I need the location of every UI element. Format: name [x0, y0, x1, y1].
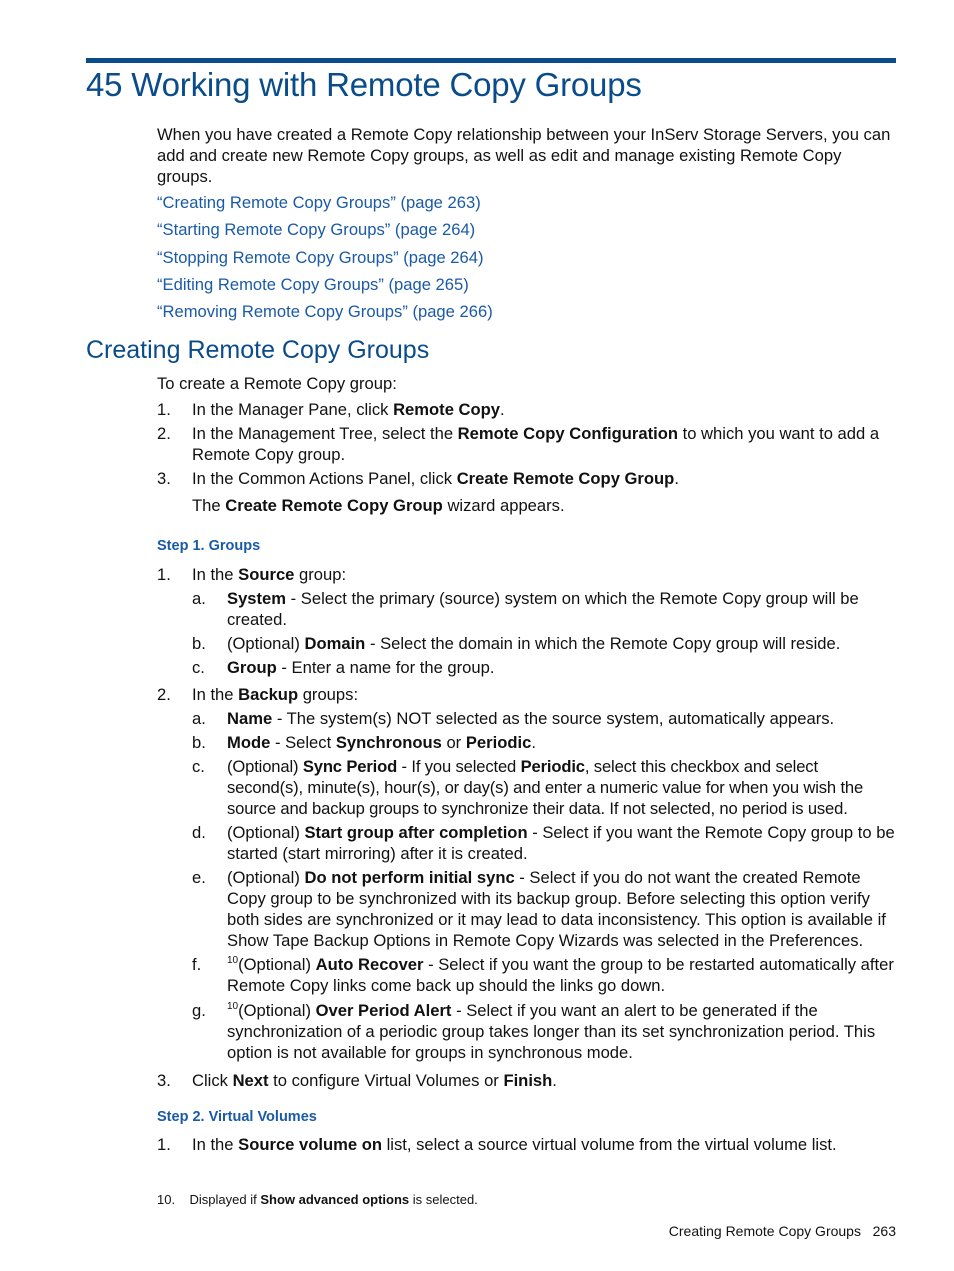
step-text: In the Manager Pane, click Remote Copy. [192, 400, 505, 419]
list-number: 1. [157, 1135, 171, 1154]
list-item: In the Source group: [192, 565, 347, 584]
step-text: In the Common Actions Panel, click Create Remote Copy Group. [192, 469, 679, 488]
sub-item: $^{10}$(Optional) Auto Recover - Select if you want the group to be restarted automatically after Remote Copy links come back up should the links go down. [227, 955, 894, 995]
list-number: 3. [157, 1071, 171, 1090]
footnote-ref[interactable]: 10 [227, 955, 239, 966]
step2-heading: Step 2. Virtual Volumes [157, 1109, 317, 1125]
list-item: In the Backup groups: [192, 685, 359, 704]
sub-letter: g. [192, 1001, 206, 1020]
step-number: 3. [157, 469, 171, 488]
sub-letter: e. [192, 868, 206, 887]
wizard-note: The Create Remote Copy Group wizard appears. [192, 496, 565, 515]
toc-links [157, 193, 493, 329]
intro-paragraph: When you have created a Remote Copy relationship between your InServ Storage Servers, you can add and create new Remote Copy groups, as well as edit and manage existing Remote Copy groups. [157, 125, 891, 186]
toc-link-removing[interactable]: “Removing Remote Copy Groups” (page 266) [157, 302, 493, 322]
section-title: Creating Remote Copy Groups [86, 336, 430, 364]
list-item: In the Source volume on list, select a source virtual volume from the virtual volume list. [192, 1135, 837, 1154]
page-number: 263 [872, 1223, 896, 1239]
sub-letter: d. [192, 823, 206, 842]
list-item: Click Next to configure Virtual Volumes or Finish. [192, 1071, 557, 1090]
sub-letter: b. [192, 733, 206, 752]
header-rule [86, 58, 896, 63]
footnote: 10. Displayed if Show advanced options is selected. [157, 1192, 478, 1207]
toc-link-stopping[interactable]: “Stopping Remote Copy Groups” (page 264) [157, 247, 484, 267]
sub-item: Name - The system(s) NOT selected as the source system, automatically appears. [227, 709, 835, 728]
step-text: In the Management Tree, select the Remote Copy Configuration to which you want to add a Remote Copy group. [192, 424, 880, 464]
sub-letter: c. [192, 757, 205, 776]
sub-letter: a. [192, 709, 206, 728]
sub-item: System - Select the primary (source) system on which the Remote Copy group will be created. [227, 589, 859, 629]
step-number: 1. [157, 400, 171, 419]
sub-letter: f. [192, 955, 202, 974]
sub-item: Mode - Select Synchronous or Periodic. [227, 733, 536, 752]
page-footer [600, 1223, 896, 1239]
footnote-number: 10. [157, 1192, 176, 1207]
footer-label: Creating Remote Copy Groups [668, 1223, 861, 1239]
sub-letter: a. [192, 589, 206, 608]
step-number: 2. [157, 424, 171, 443]
step1-heading: Step 1. Groups [157, 538, 261, 554]
toc-link-editing[interactable]: “Editing Remote Copy Groups” (page 265) [157, 274, 469, 294]
toc-link-starting[interactable]: “Starting Remote Copy Groups” (page 264) [157, 220, 476, 240]
list-number: 2. [157, 685, 171, 704]
sub-letter: b. [192, 634, 206, 653]
chapter-title: 45 Working with Remote Copy Groups [86, 66, 642, 103]
sub-item: Group - Enter a name for the group. [227, 658, 495, 677]
sub-item: $^{10}$(Optional) Over Period Alert - Select if you want an alert to be generated if the synchronization of a periodic group takes longer than its set synchronization period. This option is not available for groups in synchronous mode. [227, 1001, 876, 1062]
sub-item: (Optional) Start group after completion - Select if you want the Remote Copy group to be started (start mirroring) after it is created. [227, 823, 895, 863]
toc-link-creating[interactable]: “Creating Remote Copy Groups” (page 263) [157, 193, 481, 212]
sub-item: (Optional) Do not perform initial sync - Select if you do not want the created Remote Copy group to be synchronized with its backup group. Before selecting this option verify both sides are synchronized or it may lead to data inconsistency. This option is available if Show Tape Backup Options in Remote Copy Wizards was selected in the Preferences. [227, 868, 886, 950]
sub-item: (Optional) Domain - Select the domain in which the Remote Copy group will reside. [227, 634, 841, 653]
footnote-ref[interactable]: 10 [227, 1001, 239, 1012]
sub-item: (Optional) Sync Period - If you selected Periodic, select this checkbox and select second(s), minute(s), hour(s), or day(s) and enter a numeric value for when you wish the source and backup groups to synchronize their data. If not selected, no period is used. [227, 757, 864, 818]
section-lead: To create a Remote Copy group: [157, 374, 397, 393]
sub-letter: c. [192, 658, 205, 677]
list-number: 1. [157, 565, 171, 584]
